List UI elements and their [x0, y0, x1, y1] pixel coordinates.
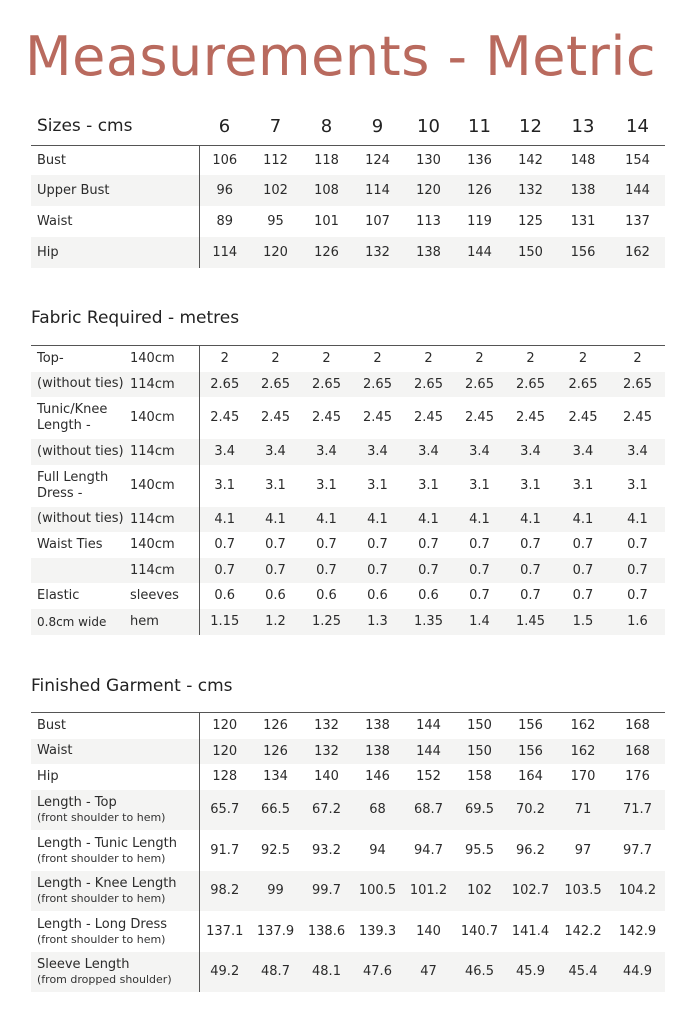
- table-cell: 3.1: [265, 478, 286, 493]
- table-cell: 2: [454, 346, 505, 372]
- table-cell: 1.3: [352, 609, 403, 635]
- table-cell: 4.1: [352, 507, 403, 532]
- table-row: [31, 558, 665, 583]
- table-cell: 0.7: [469, 588, 490, 603]
- table-cell: 1.45: [505, 609, 556, 635]
- table-cell: 65.7: [199, 790, 250, 830]
- table-cell: 95.5: [465, 842, 494, 858]
- table-cell: 48.7: [250, 952, 301, 992]
- table-cell: 134: [263, 769, 288, 784]
- table-cell: 4.1: [454, 507, 505, 532]
- table-cell: 168: [610, 739, 665, 764]
- table-cell: 98.2: [199, 871, 250, 911]
- size-header: 7: [269, 115, 282, 137]
- table-cell: 2: [199, 346, 250, 372]
- table-cell: 101.2: [403, 871, 454, 911]
- table-cell: 4.1: [199, 507, 250, 532]
- table-cell: 47: [403, 952, 454, 992]
- table-cell: 140.7: [460, 923, 499, 939]
- table-cell: 146: [365, 769, 390, 784]
- table-cell: 99.7: [301, 871, 352, 911]
- row-label: [31, 558, 130, 583]
- row-label: Tunic/Knee Length -: [37, 401, 108, 433]
- table-cell: 3.1: [572, 478, 594, 493]
- fabric-width: 140cm: [130, 397, 199, 439]
- table-cell: 2.45: [363, 410, 392, 425]
- row-label-note: (front shoulder to hem): [37, 851, 166, 865]
- size-header: 8: [320, 115, 333, 137]
- table-cell: 156: [556, 237, 610, 268]
- table-cell: 119: [467, 214, 492, 229]
- table-cell: 126: [301, 237, 352, 268]
- table-cell: 2.65: [505, 372, 556, 397]
- table-cell: 137.1: [206, 923, 244, 939]
- table-cell: 3.4: [454, 439, 505, 465]
- table-cell: 3.1: [520, 478, 541, 493]
- table-cell: 162: [610, 237, 665, 268]
- table-cell: 97: [574, 842, 592, 858]
- table-cell: 150: [505, 237, 556, 268]
- table-cell: 3.1: [316, 478, 337, 493]
- table-cell: 132: [301, 713, 352, 739]
- row-label: (without ties): [31, 439, 130, 465]
- table-cell: 176: [625, 769, 650, 784]
- table-cell: 118: [301, 145, 352, 175]
- table-cell: 103.5: [556, 871, 610, 911]
- table-cell: 144: [403, 713, 454, 739]
- table-cell: 2.65: [250, 372, 301, 397]
- table-cell: 1.6: [610, 609, 665, 635]
- table-cell: 66.5: [250, 790, 301, 830]
- row-label: [31, 952, 199, 992]
- table-cell: 0.7: [403, 558, 454, 583]
- table-cell: 144: [610, 175, 665, 206]
- table-cell: 0.7: [520, 537, 541, 552]
- table-cell: 95: [267, 214, 284, 229]
- table-cell: 107: [365, 214, 390, 229]
- row-label: [31, 871, 199, 911]
- table-row: [31, 713, 665, 739]
- table-cell: 168: [610, 713, 665, 739]
- table-cell: 164: [518, 769, 543, 784]
- table-cell: 150: [454, 713, 505, 739]
- row-label-main: Waist: [37, 743, 73, 758]
- table-row: [31, 911, 665, 952]
- table-cell: 71.7: [610, 790, 665, 830]
- size-header: 14: [626, 115, 649, 137]
- row-label-main: Length - Knee Length: [37, 876, 177, 891]
- table-cell: 0.7: [316, 537, 337, 552]
- fabric-width: 140cm: [130, 532, 199, 558]
- table-cell: 138: [352, 713, 403, 739]
- table-cell: 144: [454, 237, 505, 268]
- table-cell: 100.5: [352, 871, 403, 911]
- table-cell: 2.45: [261, 410, 290, 425]
- table-cell: 156: [505, 713, 556, 739]
- row-label-note: (from dropped shoulder): [37, 973, 172, 986]
- table-cell: 138.6: [307, 923, 346, 939]
- table-cell: 0.7: [627, 588, 648, 603]
- table-cell: 67.2: [301, 790, 352, 830]
- fabric-width: 114cm: [130, 372, 199, 397]
- table-cell: 0.6: [214, 588, 236, 603]
- row-label: [31, 764, 199, 790]
- table-cell: 1.35: [403, 609, 454, 635]
- size-header: 12: [519, 115, 542, 137]
- table-cell: 3.4: [505, 439, 556, 465]
- table-cell: 68.7: [403, 790, 454, 830]
- row-label: Bust: [31, 145, 199, 175]
- table-row: [31, 739, 665, 764]
- row-label: Hip: [31, 237, 199, 268]
- row-label-main: Bust: [37, 717, 67, 733]
- body-measurements-table: [31, 108, 665, 268]
- table-cell: 96.2: [516, 842, 545, 858]
- fabric-section-title: Fabric Required - metres: [31, 308, 240, 328]
- table-cell: 2: [352, 346, 403, 372]
- table-cell: 3.4: [610, 439, 665, 465]
- table-cell: 156: [505, 739, 556, 764]
- table-cell: 3.1: [469, 478, 490, 493]
- row-label-note: (front shoulder to hem): [37, 811, 166, 824]
- table-cell: 0.7: [610, 558, 665, 583]
- table-cell: 3.1: [214, 478, 236, 493]
- table-cell: 0.7: [469, 537, 490, 552]
- table-row: [31, 439, 665, 465]
- row-label: [31, 739, 199, 764]
- table-cell: 126: [250, 739, 301, 764]
- table-cell: 142.9: [618, 923, 657, 939]
- table-cell: 45.4: [556, 952, 610, 992]
- row-label-main: Length - Top: [37, 795, 117, 810]
- table-cell: 1.25: [301, 609, 352, 635]
- fabric-width: 140cm: [130, 346, 199, 372]
- table-row: [31, 145, 665, 175]
- table-cell: 142.2: [564, 923, 602, 939]
- table-cell: 4.1: [505, 507, 556, 532]
- table-cell: 91.7: [210, 842, 240, 858]
- table-cell: 120: [403, 175, 454, 206]
- table-cell: 154: [610, 145, 665, 175]
- table-cell: 137.9: [256, 923, 295, 939]
- table-cell: 0.7: [352, 558, 403, 583]
- size-header: 11: [468, 115, 491, 137]
- size-header: 9: [371, 115, 384, 137]
- table-row: [31, 583, 665, 609]
- table-cell: 0.6: [367, 588, 388, 603]
- table-cell: 104.2: [610, 871, 665, 911]
- table-cell: 139.3: [358, 923, 397, 939]
- table-cell: 2.65: [556, 372, 610, 397]
- table-cell: 4.1: [610, 507, 665, 532]
- table-row: [31, 609, 665, 635]
- table-cell: 0.6: [316, 588, 337, 603]
- table-row: [31, 372, 665, 397]
- row-label-main: Length - Tunic Length: [37, 835, 177, 851]
- table-cell: 142: [505, 145, 556, 175]
- table-cell: 2: [610, 346, 665, 372]
- row-label-main: Sleeve Length: [37, 957, 130, 972]
- table-cell: 4.1: [301, 507, 352, 532]
- table-row: [31, 790, 665, 830]
- table-cell: 2.45: [414, 410, 443, 425]
- table-cell: 0.7: [454, 558, 505, 583]
- table-row: [31, 830, 665, 871]
- table-cell: 4.1: [403, 507, 454, 532]
- table-cell: 114: [199, 237, 250, 268]
- size-header: 10: [417, 115, 440, 137]
- table-cell: 97.7: [623, 842, 652, 858]
- table-cell: 1.15: [199, 609, 250, 635]
- sizes-header-row: [31, 108, 665, 145]
- table-cell: 140: [416, 923, 441, 939]
- table-cell: 2.65: [403, 372, 454, 397]
- table-cell: 158: [467, 769, 492, 784]
- table-cell: 128: [212, 769, 238, 784]
- row-label: [31, 911, 199, 952]
- table-cell: 131: [570, 214, 596, 229]
- table-cell: 1.5: [556, 609, 610, 635]
- table-cell: 144: [403, 739, 454, 764]
- table-cell: 0.7: [199, 558, 250, 583]
- table-cell: 137: [625, 214, 650, 229]
- table-row: [31, 346, 665, 372]
- table-row: [31, 764, 665, 790]
- table-cell: 2.65: [610, 372, 665, 397]
- row-label: Full Length Dress -: [37, 469, 109, 501]
- table-cell: 0.7: [367, 537, 388, 552]
- table-row: [31, 952, 665, 992]
- row-label-main: Hip: [37, 768, 59, 784]
- table-cell: 2: [301, 346, 352, 372]
- table-cell: 44.9: [610, 952, 665, 992]
- garment-table: [31, 712, 665, 992]
- table-cell: 0.6: [265, 588, 286, 603]
- table-cell: 113: [416, 214, 441, 229]
- table-cell: 94: [369, 842, 386, 858]
- table-cell: 0.6: [418, 588, 439, 603]
- table-cell: 101: [314, 214, 339, 229]
- table-cell: 3.1: [367, 478, 388, 493]
- table-cell: 3.4: [250, 439, 301, 465]
- fabric-width: 114cm: [130, 507, 199, 532]
- table-cell: 120: [199, 739, 250, 764]
- fabric-width: 114cm: [130, 558, 199, 583]
- table-cell: 0.7: [301, 558, 352, 583]
- table-cell: 140: [314, 769, 339, 784]
- table-cell: 93.2: [312, 842, 341, 858]
- table-cell: 69.5: [454, 790, 505, 830]
- fabric-width: sleeves: [130, 583, 199, 609]
- table-cell: 68: [352, 790, 403, 830]
- row-label: [31, 790, 199, 830]
- table-cell: 150: [454, 739, 505, 764]
- table-cell: 132: [352, 237, 403, 268]
- garment-section-title: Finished Garment - cms: [31, 676, 233, 696]
- table-cell: 0.7: [572, 537, 594, 552]
- fabric-table: [31, 345, 665, 635]
- row-label-main: Length - Long Dress: [37, 916, 167, 932]
- size-header: 13: [571, 115, 595, 137]
- table-cell: 126: [250, 713, 301, 739]
- table-cell: 0.7: [572, 588, 594, 603]
- page-title: Measurements - Metric: [25, 25, 657, 88]
- table-cell: 138: [403, 237, 454, 268]
- table-cell: 2.45: [516, 410, 545, 425]
- row-label: 0.8cm wide: [31, 609, 130, 635]
- table-cell: 3.4: [301, 439, 352, 465]
- sizes-header-label: Sizes - cms: [37, 116, 133, 137]
- fabric-width: 114cm: [130, 439, 199, 465]
- table-cell: 2.65: [301, 372, 352, 397]
- row-label: (without ties): [31, 507, 130, 532]
- table-cell: 2.45: [210, 410, 240, 425]
- table-cell: 94.7: [414, 842, 443, 858]
- table-row: [31, 532, 665, 558]
- table-cell: 2.45: [465, 410, 494, 425]
- table-cell: 108: [301, 175, 352, 206]
- table-cell: 0.7: [556, 558, 610, 583]
- table-row: [31, 237, 665, 268]
- table-cell: 3.4: [403, 439, 454, 465]
- table-cell: 2.65: [352, 372, 403, 397]
- table-cell: 4.1: [250, 507, 301, 532]
- row-label: Upper Bust: [31, 175, 199, 206]
- table-cell: 2.45: [568, 410, 598, 425]
- table-cell: 45.9: [505, 952, 556, 992]
- table-cell: 125: [518, 214, 543, 229]
- table-row: [31, 175, 665, 206]
- table-cell: 112: [250, 145, 301, 175]
- table-cell: 148: [556, 145, 610, 175]
- table-cell: 0.7: [505, 558, 556, 583]
- table-cell: 126: [454, 175, 505, 206]
- table-row: [31, 397, 665, 439]
- table-cell: 3.4: [199, 439, 250, 465]
- table-cell: 162: [556, 713, 610, 739]
- table-cell: 141.4: [511, 923, 550, 939]
- table-cell: 106: [199, 145, 250, 175]
- table-cell: 48.1: [301, 952, 352, 992]
- row-label: [31, 713, 199, 739]
- table-cell: 3.4: [556, 439, 610, 465]
- size-header: 6: [218, 115, 231, 137]
- fabric-width: 140cm: [130, 465, 199, 507]
- table-cell: 2.45: [623, 410, 652, 425]
- table-cell: 102: [250, 175, 301, 206]
- table-cell: 136: [454, 145, 505, 175]
- table-row: [31, 507, 665, 532]
- table-cell: 132: [301, 739, 352, 764]
- table-cell: 138: [352, 739, 403, 764]
- table-cell: 0.7: [265, 537, 286, 552]
- row-label: Waist Ties: [37, 536, 103, 552]
- table-cell: 3.4: [352, 439, 403, 465]
- table-cell: 99: [250, 871, 301, 911]
- table-cell: 114: [352, 175, 403, 206]
- table-row: [31, 871, 665, 911]
- table-cell: 47.6: [352, 952, 403, 992]
- table-cell: 92.5: [261, 842, 290, 858]
- table-cell: 0.7: [627, 537, 648, 552]
- table-cell: 2: [403, 346, 454, 372]
- table-cell: 4.1: [556, 507, 610, 532]
- table-row: [31, 206, 665, 237]
- table-cell: 162: [556, 739, 610, 764]
- table-cell: 2.65: [199, 372, 250, 397]
- table-cell: 2: [250, 346, 301, 372]
- table-cell: 152: [416, 769, 441, 784]
- table-cell: 0.7: [520, 588, 541, 603]
- table-cell: 96: [199, 175, 250, 206]
- table-cell: 2: [556, 346, 610, 372]
- table-cell: 2: [505, 346, 556, 372]
- table-cell: 124: [352, 145, 403, 175]
- table-cell: 46.5: [454, 952, 505, 992]
- table-cell: 132: [505, 175, 556, 206]
- row-label: [31, 830, 199, 871]
- fabric-width: hem: [130, 609, 199, 635]
- table-cell: 0.7: [418, 537, 439, 552]
- table-row: [31, 465, 665, 507]
- table-cell: 120: [199, 713, 250, 739]
- table-cell: 1.2: [250, 609, 301, 635]
- table-cell: 170: [570, 769, 596, 784]
- row-label: Waist: [31, 206, 199, 237]
- table-cell: 0.7: [214, 537, 236, 552]
- row-label: Top-: [31, 346, 130, 372]
- table-cell: 71: [556, 790, 610, 830]
- table-cell: 89: [216, 214, 234, 229]
- table-cell: 102.7: [505, 871, 556, 911]
- table-cell: 3.1: [627, 478, 648, 493]
- table-cell: 2.45: [312, 410, 341, 425]
- row-label: (without ties): [31, 372, 130, 397]
- row-label-note: (front shoulder to hem): [37, 932, 166, 946]
- table-cell: 3.1: [418, 478, 439, 493]
- table-cell: 130: [403, 145, 454, 175]
- table-cell: 2.65: [454, 372, 505, 397]
- table-cell: 70.2: [505, 790, 556, 830]
- table-cell: 102: [454, 871, 505, 911]
- table-cell: 138: [556, 175, 610, 206]
- table-cell: 49.2: [199, 952, 250, 992]
- row-label: Elastic: [37, 587, 80, 603]
- table-cell: 120: [250, 237, 301, 268]
- row-label-note: (front shoulder to hem): [37, 892, 166, 905]
- table-cell: 1.4: [454, 609, 505, 635]
- table-cell: 0.7: [250, 558, 301, 583]
